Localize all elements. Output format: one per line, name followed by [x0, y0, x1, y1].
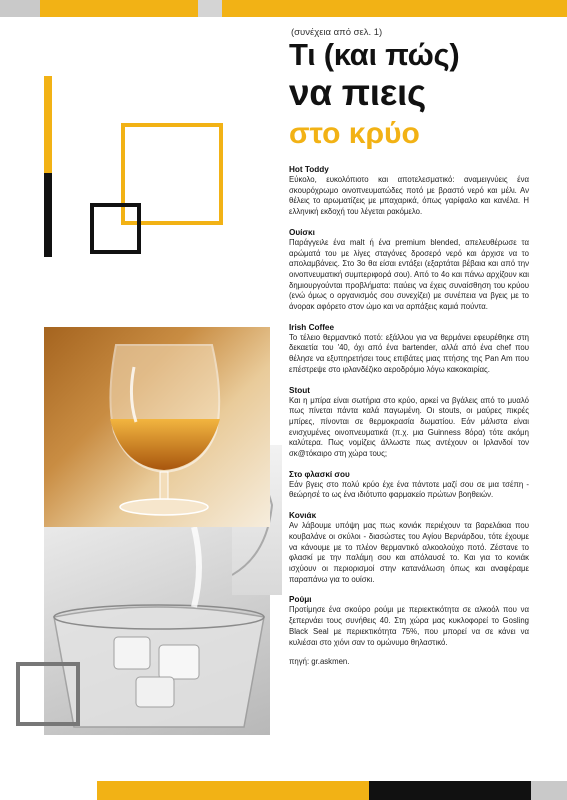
section-text: Προτίμησε ένα σκούρο ρούμι με περιεκτικότητα σε αλκοόλ που να ξεπερνάει τους συνήθεις 40. Στη χώρα μας κυκλοφορεί το Gosling Black Seal με περιεκτικότητα 75%, που μπορεί να σε κάνει να κυλιέσαι στο χιόνι σαν το ομώνυμο θηλαστικό. [289, 605, 529, 647]
cognac-glass-photo [44, 327, 270, 527]
section-heading: Stout [289, 385, 310, 395]
section-stout [289, 385, 529, 460]
top-yellow-bar [40, 0, 198, 17]
section-rum [289, 594, 529, 648]
bottom-gray-bar [531, 781, 567, 800]
section-irish-coffee [289, 322, 529, 376]
gray-square-outline [16, 662, 80, 726]
top-yellow-bar-2 [222, 0, 567, 17]
section-text: Αν λάβουμε υπόψη μας πως κονιάκ περιέχουν τα βαρελάκια που κουβαλάνε οι σκύλοι - διασώστες του Αγίου Βερνάρδου, τότε έχουμε να κάνουμε με το πλέον θερμαντικό αλκοολούχο ποτό. Ζέστανε το φλασκί με την παλάμη σου και απόλαυσέ το. Και για το κονιάκ ισχύουν οι περιορισμοί στην κατανάλωση όπως και αναφέραμε παραπάνω για το ουίσκι. [289, 521, 529, 584]
section-cognac [289, 510, 529, 585]
section-text: Εύκολο, ευκολόπιοτο και αποτελεσματικό: αναμειγνύεις ένα σκουρόχρωμο οινοπνευματώδες ποτό με βραστό νερό και μέλι. Αν θέλεις το αρωματίζεις με μπαχαρικά, όπως γαρίφαλο και κανέλα. Η ελληνική εκδοχή του λέγεται ρακόμελο. [289, 175, 529, 217]
section-text: Και η μπίρα είναι σωτήρια στο κρύο, αρκεί να βγάλεις από το μυαλό πως πίνεται πάντα καλά παγωμένη. Οι stouts, οι μαύρες πικρές μπίρες, πίνονται σε θερμοκρασία δωματίου. Εάν μάλιστα είναι ενισχυμένες οινοπνευματικά (π.χ. μια Guinness 8όρα) τότε ακόμη καλύτερα. Πως νομίζεις άλλωστε πως αντέχουν οι Ιρλανδοί τον σκ@τόκαιρο στη χώρα τους; [289, 395, 529, 459]
black-square-outline [90, 203, 141, 254]
section-text: Εάν βγεις στο πολύ κρύο έχε ένα πάντοτε μαζί σου σε μια τσέπη - θεώρησέ το ως ένα ιδιότυπο φαρμακείο πρώτων βοηθειών. [289, 479, 529, 500]
section-heading: Irish Coffee [289, 322, 335, 332]
bottom-yellow-bar [97, 781, 369, 800]
section-heading: Ρούμι [289, 595, 312, 605]
section-text: Παράγγειλε ένα malt ή ένα premium blended, απελευθέρωσε τα αρώματά του με λίγες σταγόνες δροσερό νερό και άρχισε να το απολαμβάνεις. Στο 3ο θα είσαι εντάξει (εξαρτάται βέβαια και από την οινοπνευματική συμπεριφορά σου). Από το 4ο και πάνω αρχίζουν και δημιουργούνται προβλήματα: παύεις να έχεις συναίσθηση του κρύου (ενώ όμως ο οργανισμός σου συνεχίζει) με συνέπεια να βγεις με το άνορακ αφόρετο στον ώμο και να αρπάξεις καμιά πούντα. [289, 237, 529, 312]
title-line-3: στο κρύο [289, 117, 420, 150]
title-line-1: Τι (και πώς) [289, 37, 460, 72]
section-flask [289, 469, 529, 501]
top-gray-bar [0, 0, 40, 17]
section-text: Το τέλειο θερμαντικό ποτό: εξάλλου για να θερμάνει εφευρέθηκε στη δεκαετία του '40, όχι από ένα bartender, αλλά από ένα chef που θέλησε να εξυπηρετήσει τους επιβάτες μιας πτήσης της Pan Am που επέστρεψε στο ιρλανδέζικο αεροδρόμιο λόγω κακοκαιρίας. [289, 332, 529, 374]
article-body [289, 164, 529, 668]
top-gray-bar-2 [198, 0, 222, 17]
continued-note: (συνέχεια από σελ. 1) [291, 27, 383, 38]
title-line-2: να πιεις [289, 72, 426, 113]
bottom-black-bar [369, 781, 531, 800]
section-whisky [289, 227, 529, 313]
vertical-black-bar [44, 173, 52, 257]
source-note: πηγή: gr.askmen. [289, 657, 350, 667]
vertical-yellow-bar [44, 76, 52, 173]
section-heading: Hot Toddy [289, 165, 329, 174]
section-heading: Κονιάκ [289, 511, 317, 521]
section-heading: Ουίσκι [289, 227, 315, 237]
section-heading: Στο φλασκί σου [289, 469, 350, 479]
section-hot-toddy [289, 164, 529, 218]
